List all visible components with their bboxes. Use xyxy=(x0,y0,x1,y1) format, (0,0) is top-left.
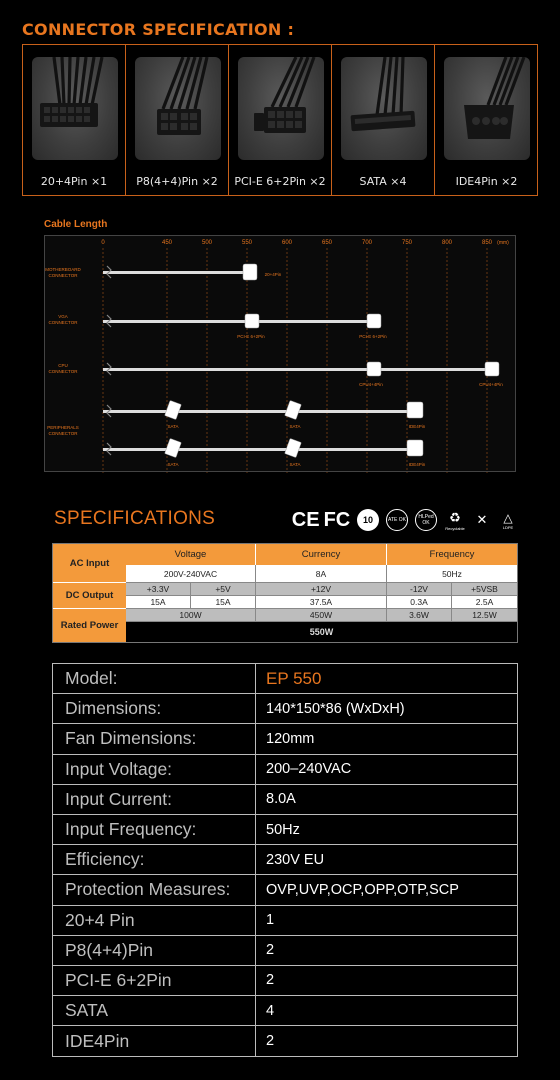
row-key: Input Frequency: xyxy=(53,815,256,844)
specifications-title: SPECIFICATIONS xyxy=(54,508,216,529)
table-row xyxy=(53,936,517,966)
table-row xyxy=(53,966,517,996)
row-value: 1 xyxy=(266,912,275,929)
recyclable-text: Recyclable xyxy=(445,525,465,531)
end-label: CPU4+4Pin xyxy=(359,382,383,387)
dc-rail: +12V xyxy=(256,583,387,596)
ten-year-icon: 10 xyxy=(357,509,379,531)
cable-peripherals-2 xyxy=(103,448,415,451)
connector-cpu-icon xyxy=(367,362,381,376)
row-label-sub: CONNECTOR xyxy=(48,431,78,436)
cable-length-diagram xyxy=(44,235,516,472)
end-label: SATA xyxy=(167,462,179,467)
connector-pcie-icon xyxy=(367,314,381,328)
table-row xyxy=(53,875,517,905)
end-label: 20+4Pin xyxy=(264,272,282,277)
dc-rail: +3.3V xyxy=(126,583,191,596)
cpu-8pin-connector-image xyxy=(135,57,221,160)
row-value: 50Hz xyxy=(266,821,300,838)
end-label: CPU4+4Pin xyxy=(479,382,503,387)
end-label: SATA xyxy=(289,462,301,467)
dc-power: 450W xyxy=(256,609,387,622)
row-key: PCI-E 6+2Pin xyxy=(53,966,256,995)
ce-mark: CE xyxy=(291,508,320,531)
row-key: Fan Dimensions: xyxy=(53,724,256,753)
scale-tick: 650 xyxy=(321,240,333,246)
table-row xyxy=(53,724,517,754)
row-label-vga: VGA xyxy=(58,314,68,319)
row-key: Input Current: xyxy=(53,785,256,814)
dc-power: 100W xyxy=(126,609,256,622)
connector-card-pcie xyxy=(229,45,332,195)
row-value: 230V EU xyxy=(266,851,325,868)
fcc-mark: FC xyxy=(323,508,351,531)
dc-current: 15A xyxy=(126,596,191,609)
row-value: OVP,UVP,OCP,OPP,OTP,SCP xyxy=(266,881,459,898)
row-value: 2 xyxy=(266,972,275,989)
ac-frequency-value: 50Hz xyxy=(387,565,517,583)
dc-power: 3.6W xyxy=(387,609,452,622)
connector-card-sata xyxy=(332,45,435,195)
model-spec-table xyxy=(52,663,518,1057)
row-key: 20+4 Pin xyxy=(53,906,256,935)
rated-power-label: Rated Power xyxy=(53,609,126,642)
scale-tick: 450 xyxy=(161,240,173,246)
recyclable-icon: ♻ Recyclable xyxy=(445,509,465,531)
end-label: SATA xyxy=(289,424,301,429)
row-key: Protection Measures: xyxy=(53,875,256,904)
row-key: Efficiency: xyxy=(53,845,256,874)
table-row xyxy=(53,906,517,936)
row-value: 4 xyxy=(266,1002,275,1019)
ce-fcc-mark-icon xyxy=(289,509,353,531)
cable-vga xyxy=(103,320,373,323)
dc-rail: +5VSB xyxy=(452,583,517,596)
connector-24pin-icon xyxy=(243,264,257,280)
row-value: 2 xyxy=(266,942,275,959)
scale-tick: 500 xyxy=(201,240,213,246)
end-label: IDE4Pin xyxy=(408,462,426,467)
dc-current: 37.5A xyxy=(256,596,387,609)
connector-ide-icon xyxy=(407,440,423,456)
row-key: Input Voltage: xyxy=(53,755,256,784)
table-row xyxy=(53,1026,517,1056)
connector-label: PCI-E 6+2Pin ×2 xyxy=(234,175,326,188)
cable-peripherals-1 xyxy=(103,410,415,413)
dc-power: 12.5W xyxy=(452,609,517,622)
dc-rail: -12V xyxy=(387,583,452,596)
table-row xyxy=(53,664,517,694)
row-label-motherboard: MOTHERBOARD xyxy=(45,267,81,272)
sata-connector-image xyxy=(341,57,427,160)
cable-length-title: Cable Length xyxy=(44,219,108,230)
ac-voltage-value: 200V-240VAC xyxy=(126,565,256,583)
ldpe-text: LDPE xyxy=(502,524,514,530)
connector-cpu-icon xyxy=(485,362,499,376)
table-row xyxy=(53,815,517,845)
dc-current: 0.3A xyxy=(387,596,452,609)
row-label-sub: CONNECTOR xyxy=(48,369,78,374)
ate-ok-icon: ATE OK xyxy=(386,509,408,531)
connector-ide-icon xyxy=(407,402,423,418)
table-row xyxy=(53,996,517,1026)
rated-power-value: 550W xyxy=(126,622,517,642)
header-currency: Currency xyxy=(256,544,387,565)
connector-label: 20+4Pin ×1 xyxy=(40,175,108,188)
dc-current: 15A xyxy=(191,596,256,609)
ac-input-label: AC Input xyxy=(53,544,126,583)
scale-tick: 850 xyxy=(481,240,493,246)
row-label-cpu: CPU xyxy=(58,363,68,368)
connector-pcie-icon xyxy=(245,314,259,328)
pcie-connector-image xyxy=(238,57,324,160)
table-row xyxy=(53,785,517,815)
row-label-sub: CONNECTOR xyxy=(48,273,78,278)
header-voltage: Voltage xyxy=(126,544,256,565)
scale-tick: 550 xyxy=(241,240,253,246)
header-frequency: Frequency xyxy=(387,544,517,565)
row-key: Model: xyxy=(53,664,256,693)
connector-label: P8(4+4)Pin ×2 xyxy=(136,175,218,188)
scale-unit: (mm) xyxy=(497,240,509,246)
hipot-ok-icon: HLPed OK xyxy=(415,509,437,531)
end-label: PCI-E 6+2Pin xyxy=(359,334,387,339)
connector-card-p8 xyxy=(126,45,229,195)
dc-rail: +5V xyxy=(191,583,256,596)
scale-tick: 600 xyxy=(281,240,293,246)
weee-bin-icon: ✕ xyxy=(476,512,488,527)
row-key: Dimensions: xyxy=(53,694,256,723)
connector-card-ide xyxy=(435,45,538,195)
dc-output-label: DC Output xyxy=(53,583,126,609)
connector-label: IDE4Pin ×2 xyxy=(455,175,518,188)
row-key: SATA xyxy=(53,996,256,1025)
row-label-peripherals: PERIPHERALS xyxy=(47,425,79,430)
cable-cpu xyxy=(103,368,493,371)
row-value: 200–240VAC xyxy=(266,761,352,778)
end-label: SATA xyxy=(167,424,179,429)
row-value: EP 550 xyxy=(266,668,322,688)
connector-grid xyxy=(22,44,538,196)
table-row xyxy=(53,845,517,875)
connector-spec-title: CONNECTOR SPECIFICATION : xyxy=(22,20,295,39)
atx-24pin-connector-image xyxy=(32,57,118,160)
row-value: 120mm xyxy=(266,730,315,747)
connector-label: SATA ×4 xyxy=(359,175,407,188)
scale-tick: 700 xyxy=(361,240,373,246)
ac-currency-value: 8A xyxy=(256,565,387,583)
scale-tick: 800 xyxy=(441,240,453,246)
scale-tick: 0 xyxy=(101,240,105,246)
row-label-sub: CONNECTOR xyxy=(48,320,78,325)
scale-tick: 750 xyxy=(401,240,413,246)
table-row xyxy=(53,755,517,785)
row-value: 140*150*86 (WxDxH) xyxy=(266,700,405,717)
ldpe-icon: △ LDPE xyxy=(502,510,514,530)
end-label: IDE4Pin xyxy=(408,424,426,429)
row-value: 2 xyxy=(266,1033,275,1050)
spec-table xyxy=(52,543,518,643)
row-key: IDE4Pin xyxy=(53,1026,256,1056)
molex-connector-image xyxy=(444,57,530,160)
row-value: 8.0A xyxy=(266,791,296,808)
connector-card-24pin xyxy=(23,45,126,195)
row-key: P8(4+4)Pin xyxy=(53,936,256,965)
end-label: PCI-E 6+2Pin xyxy=(237,334,265,339)
cable-motherboard xyxy=(103,271,245,274)
table-row xyxy=(53,694,517,724)
dc-current: 2.5A xyxy=(452,596,517,609)
